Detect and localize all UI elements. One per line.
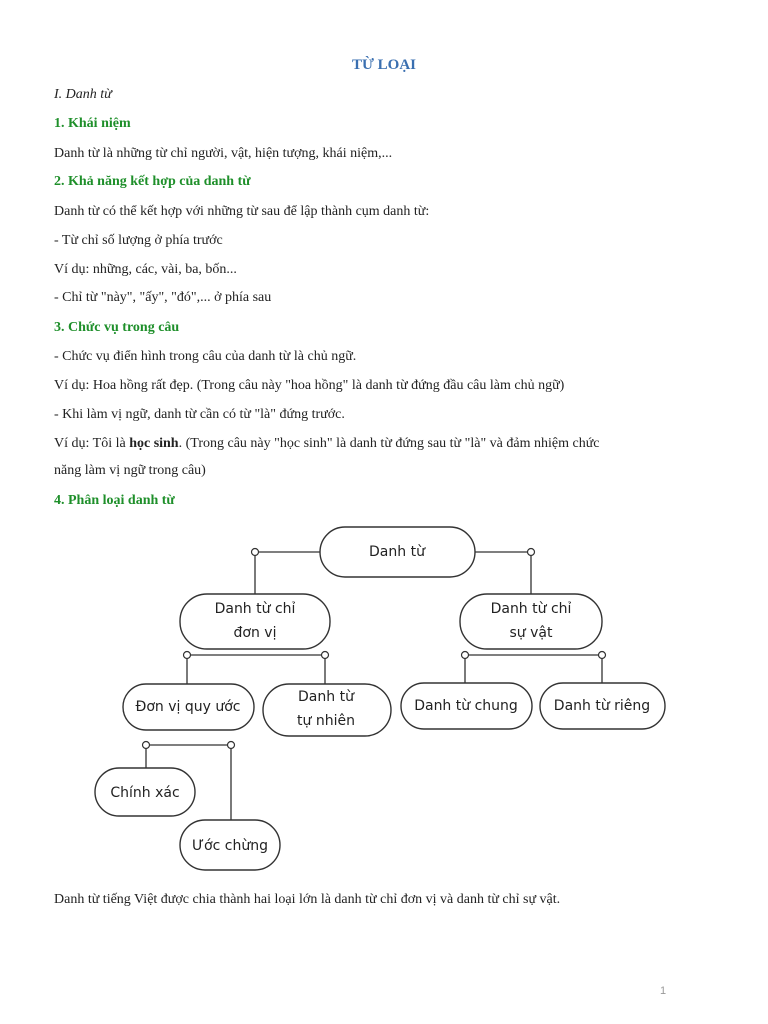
- page-number: 1: [660, 985, 667, 997]
- node-conventional-label: Đơn vị quy ước: [135, 699, 241, 715]
- node-common-label: Danh từ chung: [414, 698, 518, 714]
- junction-dot: [184, 652, 191, 659]
- paragraph-predicate-continued: năng làm vị ngữ trong câu): [54, 463, 206, 478]
- paragraph-definition: Danh từ là những từ chỉ người, vật, hiện tượng, khái niệm,...: [54, 146, 393, 161]
- junction-dot: [252, 549, 259, 556]
- node-natural-label-line2: tự nhiên: [297, 713, 355, 729]
- node-exact-label: Chính xác: [110, 785, 180, 801]
- heading-concept: 1. Khái niệm: [54, 116, 131, 131]
- node-estimate-label: Ước chừng: [192, 838, 268, 854]
- heading-classification: 4. Phân loại danh từ: [54, 493, 175, 508]
- node-proper-label: Danh từ riêng: [553, 698, 651, 714]
- junction-dot: [228, 742, 235, 749]
- section-heading: I. Danh từ: [54, 87, 112, 102]
- example-bold-term: học sinh: [129, 436, 179, 451]
- example-suffix: . (Trong câu này "học sinh" là danh từ đứng sau từ "là" và đảm nhiệm chức: [178, 436, 600, 451]
- document-title: TỪ LOẠI: [351, 57, 417, 73]
- junction-dot: [528, 549, 535, 556]
- junction-dot: [322, 652, 329, 659]
- node-unit-label-line1: Danh từ chỉ: [214, 601, 296, 617]
- paragraph-example-quantity: Ví dụ: những, các, vài, ba, bốn...: [54, 262, 237, 277]
- node-root-label: Danh từ: [369, 544, 425, 560]
- heading-combination: 2. Khả năng kết hợp của danh từ: [54, 174, 251, 189]
- paragraph-predicate: - Khi làm vị ngữ, danh từ cần có từ "là" đứng trước.: [54, 407, 345, 422]
- node-thing-label-line1: Danh từ chỉ: [490, 601, 572, 617]
- connector-unit: [187, 655, 325, 686]
- connector-thing: [465, 655, 602, 686]
- junction-dot: [599, 652, 606, 659]
- paragraph-quantity: - Từ chỉ số lượng ở phía trước: [54, 233, 223, 248]
- node-natural-label-line1: Danh từ: [298, 689, 354, 705]
- node-thing-label-line2: sự vật: [509, 625, 553, 641]
- paragraph-demonstratives: - Chỉ từ "này", "ấy", "đó",... ở phía sau: [54, 290, 272, 305]
- junction-dot: [143, 742, 150, 749]
- paragraph-subject: - Chức vụ điển hình trong câu của danh từ là chủ ngữ.: [54, 349, 357, 364]
- paragraph-combination: Danh từ có thể kết hợp với những từ sau để lập thành cụm danh từ:: [54, 204, 430, 219]
- junction-dot: [462, 652, 469, 659]
- heading-function: 3. Chức vụ trong câu: [54, 320, 180, 335]
- paragraph-summary: Danh từ tiếng Việt được chia thành hai loại lớn là danh từ chỉ đơn vị và danh từ chỉ sự vật.: [54, 892, 561, 907]
- example-prefix: Ví dụ: Tôi là: [54, 436, 130, 451]
- node-unit-label-line2: đơn vị: [233, 625, 277, 641]
- paragraph-example-subject: Ví dụ: Hoa hồng rất đẹp. (Trong câu này "hoa hồng" là danh từ đứng đầu câu làm chủ ngữ): [54, 378, 565, 393]
